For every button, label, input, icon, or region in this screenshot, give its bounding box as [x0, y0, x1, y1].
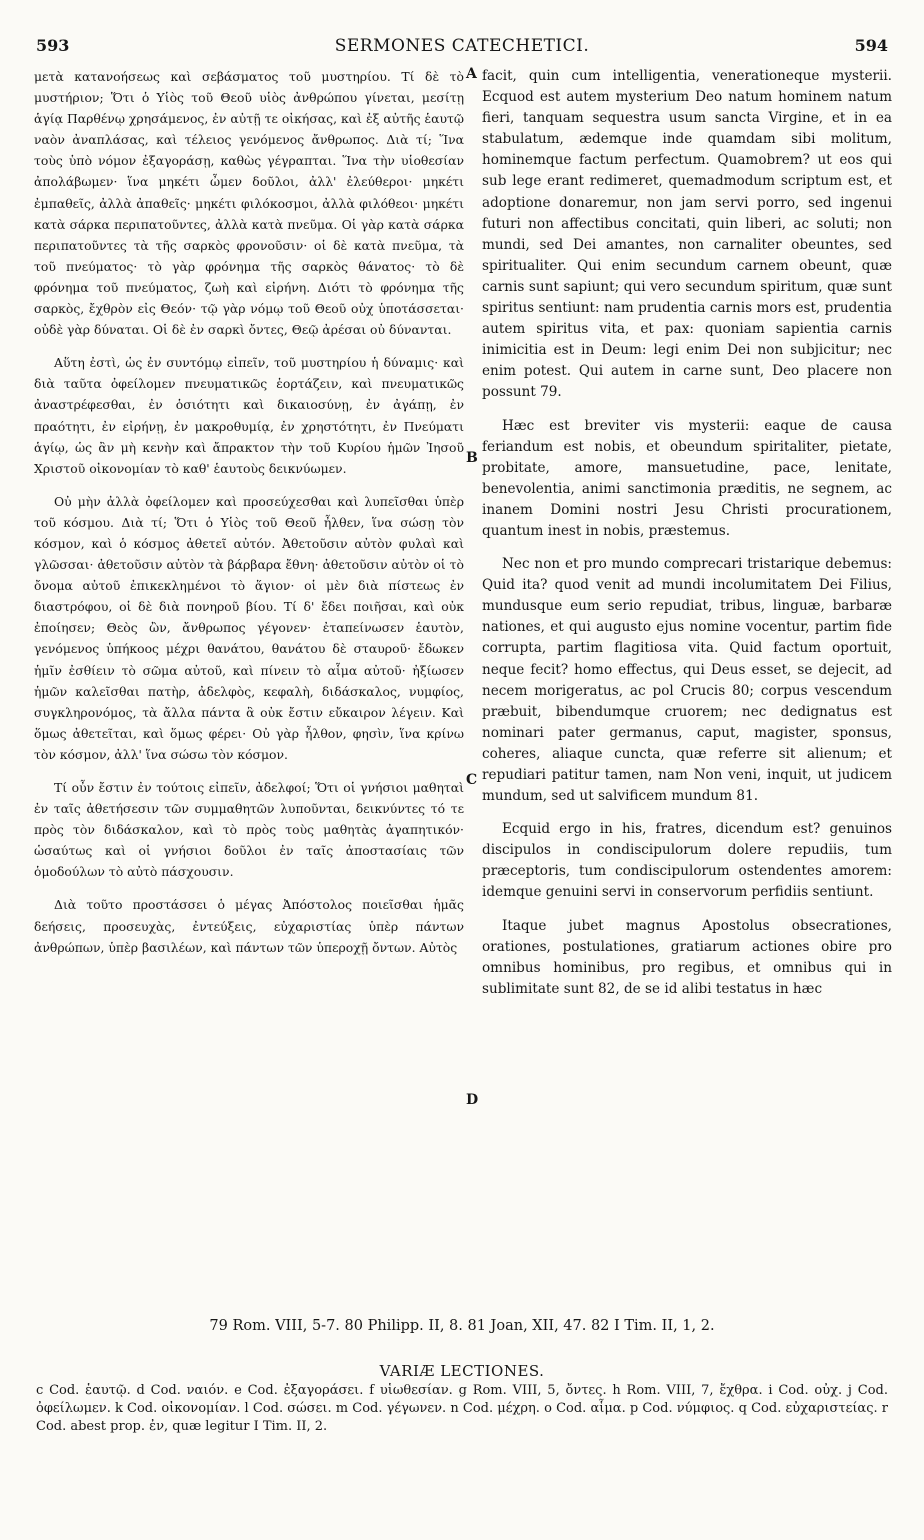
latin-paragraph: Ecquid ergo in his, fratres, dicendum est? genuinos discipulos in condiscipulorum dolere repudiis, tum præceptoris, tum condiscipulorum ostendentes amorem: idemque genuini servi in conservorum perfidiis sentiunt. — [482, 821, 892, 901]
latin-paragraph: facit, quin cum intelligentia, venerationeque mysterii. Ecquod est autem mysterium Deo natum hominem natum fieri, tanquam sequestra usum sancta Virgine, et in ea stabulatum, ædemque inde quamdam sibi molitum, hominemque factum perfectum. Quamobrem? ut eos qui sub lege erant redimeret, quemadmodum scriptum est, et adoptione donaremur, non jam servi porro, sed ingenui futuri non affectibus concitati, quin liberi, ac soluti; non mundi, sed Dei amantes, non carnaliter obeuntes, sed spiritualiter. Qui enim secundum carnem obeunt, quæ carnis sunt sapiunt; qui vero secundum spiritum, quæ sunt spiritus sentiunt: nam prudentia carnis mors est, prudentia autem spiritus vita, et pax: quoniam sapientia carnis inimicitia est in Deum: legi enim Dei non subjicitur; nec enim potest. Qui autem in carne sunt, Deo placere non possunt 79. — [482, 68, 892, 401]
margin-letter-d: D — [466, 1092, 479, 1108]
page-number-right: 594 — [854, 36, 888, 55]
margin-letter-a: A — [466, 66, 477, 82]
greek-paragraph: Τί οὖν ἔστιν ἐν τούτοις εἰπεῖν, ἀδελφοί; Ὅτι οἱ γνήσιοι μαθηταὶ ἐν ταῖς ἀθετήσεσιν τῶν συμμαθητῶν λυποῦνται, δεικνύντες τό τε πρὸς τὸν διδάσκαλον, καὶ τὸ πρὸς τοὺς μαθητὰς ἀγαπητικόν· ὡσαύτως καὶ οἱ γνήσιοι δοῦλοι ἐν ταῖς ἀποστασίαις τῶν ὁμοδούλων τὸ αὐτὸ πάσχουσιν. — [34, 780, 464, 880]
latin-paragraph: Nec non et pro mundo comprecari tristarique debemus: Quid ita? quod venit ad mundi incolumitatem Dei Filius, mundusque eum serio repudiat, tribus, linguæ, barbaræ nationes, et qui augusto ejus nomine vocentur, partim fide corrupta, partim flagitiosa vita. Quid factum oportuit, neque fecit? homo effectus, qui Deus esset, se dejecit, ad necem morigeratus, ac pol Crucis 80; corpus vescendum præbuit, bibendumque cruorem; nec dedignatus est nominari pater germanus, caput, magister, sponsus, coheres, aliaque cuncta, quæ referre sit alienum; et repudiari patitur tamen, nam Non veni, inquit, ut judicem mundum, sed ut salvificem mundum 81. — [482, 556, 892, 805]
latin-paragraph: Itaque jubet magnus Apostolus obsecrationes, orationes, postulationes, gratiarum actiones obire pro omnibus hominibus, pro regibus, et omnibus qui in sublimitate sunt 82, de se id alibi testatus in hæc — [482, 917, 892, 997]
variae-lectiones-title: VARIÆ LECTIONES. — [379, 1362, 545, 1380]
footnotes: 79 Rom. VIII, 5-7. 80 Philipp. II, 8. 81 Joan, XII, 47. 82 I Tim. II, 1, 2. — [209, 1318, 715, 1334]
greek-paragraph: Αὕτη ἐστὶ, ὡς ἐν συντόμῳ εἰπεῖν, τοῦ μυστηρίου ἡ δύναμις· καὶ διὰ ταῦτα ὀφείλομεν πνευματικῶς ἑορτάζειν, καὶ πνευματικῶς ἀναστρέφεσθαι, ἐν ὁσιότητι καὶ δικαιοσύνῃ, ἐν ἀγάπῃ, ἐν πραότητι, ἐν εἰρήνῃ, ἐν μακροθυμίᾳ, ἐν χρηστότητι, ἐν Πνεύματι ἁγίῳ, ὡς ἂν μὴ κενὴν καὶ ἄπρακτον τὴν τοῦ Κυρίου ἡμῶν Ἰησοῦ Χριστοῦ οἰκονομίαν τὸ καθ' ἑαυτοὺς δεικνύωμεν. — [34, 355, 464, 476]
margin-letter-b: B — [466, 450, 478, 466]
latin-paragraph: Hæc est breviter vis mysterii: eaque de causa feriandum est nobis, et obeundum spiritaliter, pietate, probitate, amore, mansuetudine, pace, lenitate, benevolentia, animi sanctimonia præditis, ne segnem, ac inanem Domini nostri Jesu Christi procurationem, quantum inest in nobis, præstemus. — [482, 417, 892, 539]
variae-lectiones-text: c Cod. ἑαυτῷ. d Cod. ναιόν. e Cod. ἐξαγοράσει. f υἱωθεσίαν. g Rom. VIII, 5, ὄντες. h Rom. VIII, 7, ἔχθρα. i Cod. οὐχ. j Cod. ὀφείλωμεν. k Cod. οἰκονομίαν. l Cod. σώσει. m Cod. γέγωνεν. n Cod. μέχρη. o Cod. αἷμα. p Cod. νύμφιος. q Cod. εὐχαριστείας. r Cod. abest prop. ἐν, quæ legitur I Tim. II, 2. — [36, 1383, 888, 1434]
greek-column — [34, 66, 464, 970]
latin-column — [482, 66, 892, 1012]
greek-paragraph: Οὐ μὴν ἀλλὰ ὀφείλομεν καὶ προσεύχεσθαι καὶ λυπεῖσθαι ὑπὲρ τοῦ κόσμου. Διὰ τί; Ὅτι ὁ Υἱὸς τοῦ Θεοῦ ἦλθεν, ἵνα σώσῃ τὸν κόσμον, καὶ ὁ κόσμος ἀθετεῖ αὐτόν. Ἀθετοῦσιν αὐτὸν φυλαὶ καὶ γλῶσσαι· ἀθετοῦσιν αὐτὸν τὰ βάρβαρα ἔθνη· ἀθετοῦσιν αὐτὸν οἱ τὸ ὄνομα αὐτοῦ ἐπικεκλημένοι τὸ ἅγιον· οἱ μὲν διὰ πίστεως ἐν διαστρόφου, οἱ δὲ διὰ πονηροῦ βίου. Τί δ' ἔδει ποιῆσαι, καὶ οὐκ ἐποίησεν; Θεὸς ὢν, ἄνθρωπος γέγονεν· ἐταπείνωσεν ἑαυτὸν, γενόμενος ὑπήκοος μέχρι θανάτου, θανάτου δὲ σταυροῦ· ἔδωκεν ἡμῖν ἐσθίειν τὸ σῶμα αὐτοῦ, καὶ πίνειν τὸ αἷμα αὐτοῦ· ἠξίωσεν ἡμῶν καλεῖσθαι πατὴρ, ἀδελφὸς, κεφαλὴ, διδάσκαλος, νυμφίος, συγκληρονόμος, τὰ ἄλλα πάντα ἃ οὐκ ἔστιν εὔκαιρον λέγειν. Καὶ ὅμως ἀθετεῖται, καὶ ὅμως φέρει· Οὐ γὰρ ἦλθον, φησὶν, ἵνα κρίνω τὸν κόσμον, ἀλλ' ἵνα σώσω τὸν κόσμον. — [34, 493, 464, 762]
running-title: SERMONES CATECHETICI. — [334, 36, 590, 56]
page-number-left: 593 — [36, 36, 70, 55]
greek-paragraph: Διὰ τοῦτο προστάσσει ὁ μέγας Ἀπόστολος ποιεῖσθαι ἡμᾶς δεήσεις, προσευχὰς, ἐντεύξεις, εὐχαριστίας ὑπὲρ πάντων ἀνθρώπων, ὑπὲρ βασιλέων, καὶ πάντων τῶν ὑπεροχῇ ὄντων. Αὐτὸς — [34, 897, 464, 955]
page-header — [36, 36, 888, 58]
greek-paragraph: μετὰ κατανοήσεως καὶ σεβάσματος τοῦ μυστηρίου. Τί δὲ τὸ μυστήριον; Ὅτι ὁ Υἱὸς τοῦ Θεοῦ υἱὸς ἀνθρώπου γίνεται, μεσίτῃ ἁγίᾳ Παρθένῳ χρησάμενος, ἐν αὐτῇ τε οἰκήσας, καὶ ἐξ αὐτῆς ἑαυτῷ ναὸν ἀναπλάσας, καὶ τέλειος γενόμενος ἄνθρωπος. Διὰ τί; Ἵνα τοὺς ὑπὸ νόμον ἐξαγοράσῃ, καθὼς γέγραπται. Ἵνα τὴν υἱοθεσίαν ἀπολάβωμεν· ἵνα μηκέτι ὦμεν δοῦλοι, ἀλλ' ἐλεύθεροι· μηκέτι ἐμπαθεῖς, ἀλλὰ ἀπαθεῖς· μηκέτι φιλόκοσμοι, ἀλλὰ φιλόθεοι· μηκέτι κατὰ σάρκα περιπατοῦντες, ἀλλὰ κατὰ πνεῦμα. Οἱ γὰρ κατὰ σάρκα περιπατοῦντες τὰ τῆς σαρκὸς φρονοῦσιν· οἱ δὲ κατὰ πνεῦμα, τὰ τοῦ πνεύματος· τὸ γὰρ φρόνημα τῆς σαρκὸς θάνατος· τὸ δὲ φρόνημα τοῦ πνεύματος, ζωὴ καὶ εἰρήνη. Διότι τὸ φρόνημα τῆς σαρκὸς, ἔχθρὸν εἰς Θεόν· τῷ γὰρ νόμῳ τοῦ Θεοῦ οὐχ ὑποτάσσεται· οὐδὲ γὰρ δύναται. Οἱ δὲ ἐν σαρκὶ ὄντες, Θεῷ ἀρέσαι οὐ δύνανται. — [34, 69, 464, 338]
margin-letter-c: C — [466, 772, 478, 788]
